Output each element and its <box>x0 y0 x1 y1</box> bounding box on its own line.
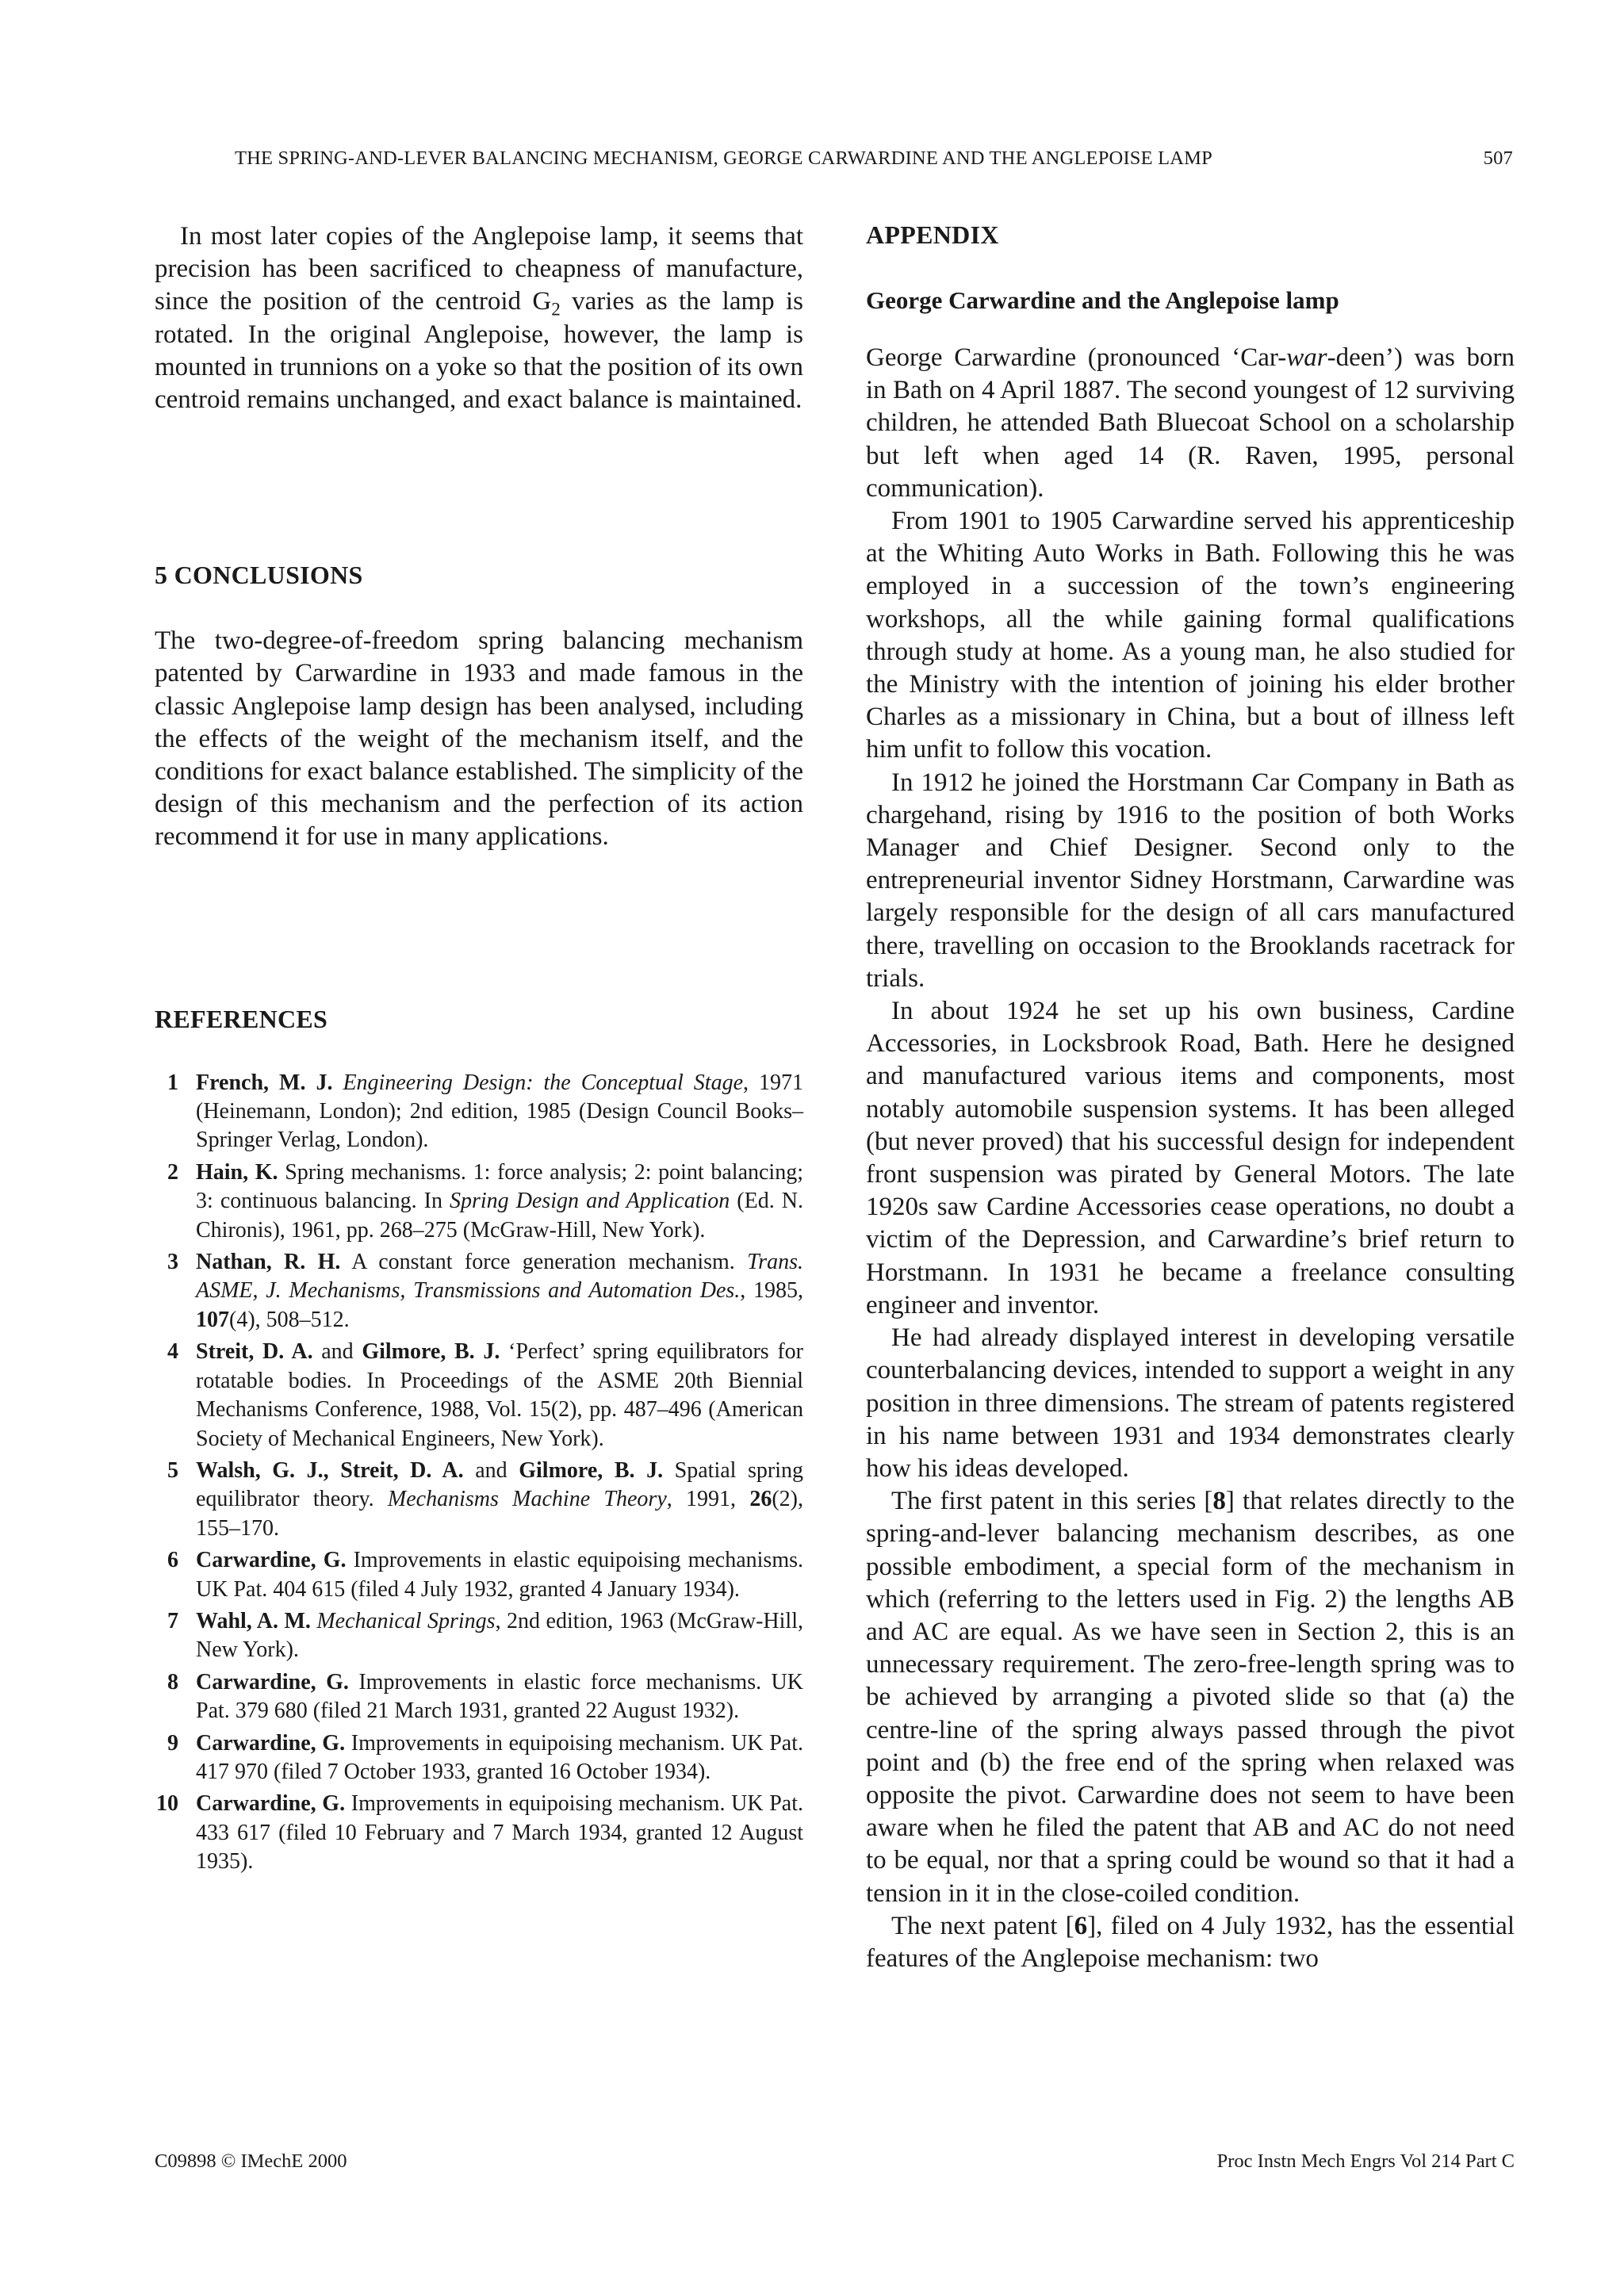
reference-item: 1 French, M. J. Engineering Design: the Conceptual Stage, 1971 (Heinemann, London); 2nd edition, 1985 (Design Council Books–Springer Verlag, London). <box>155 1069 803 1155</box>
reference-item: 9 Carwardine, G. Improvements in equipoising mechanism. UK Pat. 417 970 (filed 7 October 1933, granted 16 October 1934). <box>155 1729 803 1787</box>
appendix-paragraph-2: From 1901 to 1905 Carwardine served his apprenticeship at the Whiting Auto Works in Bath. Following this he was employed in a succession of the town’s engineering workshops, all the while gaining formal qualifications through study at home. As a young man, he also studied for the Ministry with the intention of joining his elder brother Charles as a missionary in China, but a bout of illness left him unfit to follow this vocation. <box>866 507 1515 764</box>
footer-left: C09898 © IMechE 2000 <box>155 2150 347 2172</box>
left-column <box>155 220 803 1880</box>
reference-item: 3 Nathan, R. H. A constant force generation mechanism. Trans. ASME, J. Mechanisms, Transmissions and Automation Des., 1985, 107(4), 508–512. <box>155 1248 803 1335</box>
running-head <box>235 147 1513 170</box>
reference-item: 7 Wahl, A. M. Mechanical Springs, 2nd edition, 1963 (McGraw-Hill, New York). <box>155 1607 803 1665</box>
reference-item: 4 Streit, D. A. and Gilmore, B. J. ‘Perfect’ spring equilibrators for rotatable bodies. In Proceedings of the ASME 20th Biennial Mechanisms Conference, 1988, Vol. 15(2), pp. 487–496 (American Society of Mechanical Engineers, New York). <box>155 1338 803 1453</box>
appendix-paragraph-5: He had already displayed interest in developing versatile counterbalancing devices, intended to support a weight in any position in three dimensions. The stream of patents registered in his name between 1931 and 1934 demonstrates clearly how his ideas developed. <box>866 1323 1515 1483</box>
reference-item: 6 Carwardine, G. Improvements in elastic equipoising mechanisms. UK Pat. 404 615 (filed 4 July 1932, granted 4 January 1934). <box>155 1546 803 1604</box>
reference-number: 2 <box>167 1159 178 1185</box>
appendix-paragraph-6: The first patent in this series [8] that relates directly to the spring-and-lever balancing mechanism describes, as one possible embodiment, a special form of the mechanism in which (referring to the letters used in Fig. 2) the lengths AB and AC are equal. As we have seen in Section 2, this is an unnecessary requirement. The zero-free-length spring was to be achieved by arranging a pivoted slide so that (a) the centre-line of the spring always passed through the pivot point and (b) the free end of the spring when relaxed was opposite the pivot. Carwardine does not seem to have been aware when he filed the patent that AB and AC do not need to be equal, nor that a spring could be wound so that it had a tension in it in the close-coiled condition. <box>866 1487 1515 1908</box>
reference-item: 8 Carwardine, G. Improvements in elastic force mechanisms. UK Pat. 379 680 (filed 21 March 1931, granted 22 August 1932). <box>155 1668 803 1726</box>
reference-number: 8 <box>167 1669 178 1695</box>
footer-right: Proc Instn Mech Engrs Vol 214 Part C <box>1216 2150 1515 2172</box>
page-number: 507 <box>1483 147 1513 169</box>
reference-number: 6 <box>167 1548 178 1573</box>
appendix-subheading: George Carwardine and the Anglepoise lamp <box>866 286 1339 314</box>
appendix-heading: APPENDIX <box>866 220 999 249</box>
reference-number: 9 <box>167 1730 178 1756</box>
subscript: 2 <box>551 299 561 320</box>
citation-ref[interactable]: 6 <box>1074 1911 1088 1940</box>
reference-number: 3 <box>167 1250 178 1275</box>
right-column <box>866 220 1515 1975</box>
running-head-title: THE SPRING-AND-LEVER BALANCING MECHANISM, GEORGE CARWARDINE AND THE ANGLEPOISE LAMP <box>235 147 1212 169</box>
references-list <box>155 1069 803 1877</box>
appendix-paragraph-1: George Carwardine (pronounced ‘Car-war-deen’) was born in Bath on 4 April 1887. The second youngest of 12 surviving children, he attended Bath Bluecoat School on a scholarship but left when aged 14 (R. Raven, 1995, personal communication). <box>866 343 1515 503</box>
reference-number: 10 <box>156 1791 178 1817</box>
reference-item: 5 Walsh, G. J., Streit, D. A. and Gilmore, B. J. Spatial spring equilibrator theory. Mechanisms Machine Theory, 1991, 26(2), 155–170. <box>155 1457 803 1543</box>
appendix-paragraph-7: The next patent [6], filed on 4 July 1932, has the essential features of the Anglepoise mechanism: two <box>866 1911 1515 1973</box>
reference-number: 7 <box>167 1608 178 1633</box>
conclusions-heading: 5 CONCLUSIONS <box>155 561 363 590</box>
citation-ref[interactable]: 8 <box>1212 1487 1226 1516</box>
reference-item: 2 Hain, K. Spring mechanisms. 1: force analysis; 2: point balancing; 3: continuous balancing. In Spring Design and Application (Ed. N. Chironis), 1961, pp. 268–275 (McGraw-Hill, New York). <box>155 1158 803 1245</box>
conclusions-paragraph: The two-degree-of-freedom spring balancing mechanism patented by Carwardine in 1933 and made famous in the classic Anglepoise lamp design has been analysed, including the effects of the weight of the mechanism itself, and the conditions for exact balance established. The simplicity of the design of this mechanism and the perfection of its action recommend it for use in many applications. <box>155 626 803 852</box>
intro-paragraph: In most later copies of the Anglepoise lamp, it seems that precision has been sacrificed to cheapness of manufacture, since the position of the centroid $G_2$ varies as the lamp is rotated. In the original Anglepoise, however, the lamp is mounted in trunnions on a yoke so that the position of its own centroid remains unchanged, and exact balance is maintained. <box>155 222 803 415</box>
appendix-paragraph-4: In about 1924 he set up his own business, Cardine Accessories, in Locksbrook Road, Bath. Here he designed and manufactured various items and components, most notably automobile suspension systems. It has been alleged (but never proved) that his successful design for independent front suspension was pirated by General Motors. The late 1920s saw Cardine Accessories cease operations, no doubt a victim of the Depression, and Carwardine’s brief return to Horstmann. In 1931 he became a freelance consulting engineer and inventor. <box>866 997 1515 1319</box>
reference-number: 5 <box>167 1457 178 1483</box>
reference-item: 10 Carwardine, G. Improvements in equipoising mechanism. UK Pat. 433 617 (filed 10 February and 7 March 1934, granted 12 August 1935). <box>156 1791 803 1875</box>
reference-number: 1 <box>167 1070 178 1095</box>
references-heading: REFERENCES <box>155 1004 328 1033</box>
reference-number: 4 <box>167 1339 178 1365</box>
appendix-paragraph-3: In 1912 he joined the Horstmann Car Company in Bath as chargehand, rising by 1916 to the position of both Works Manager and Chief Designer. Second only to the entrepreneurial inventor Sidney Horstmann, Carwardine was largely responsible for the design of all cars manufactured there, travelling on occasion to the Brooklands racetrack for trials. <box>866 768 1515 993</box>
